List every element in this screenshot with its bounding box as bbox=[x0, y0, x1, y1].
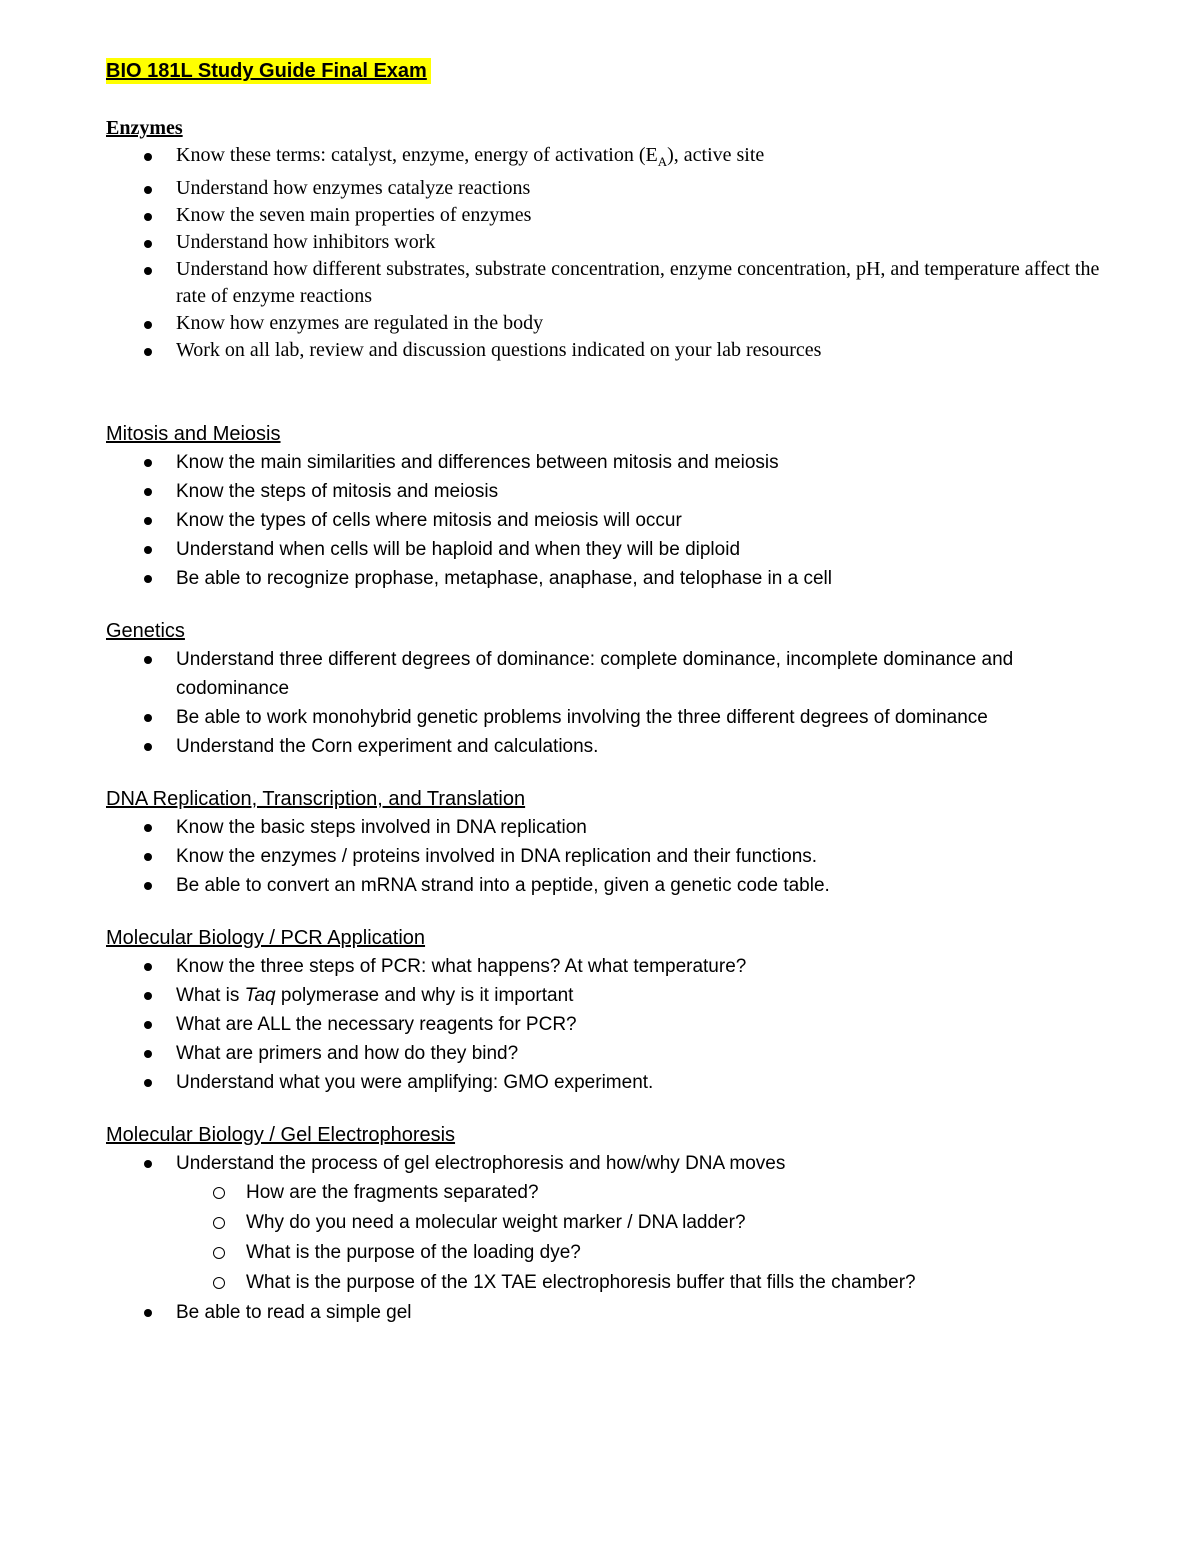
section-pcr bbox=[106, 924, 1106, 1097]
list-item bbox=[106, 448, 1106, 477]
bullet-icon bbox=[144, 882, 152, 890]
item-text: Know the types of cells where mitosis and meiosis will occur bbox=[176, 510, 682, 531]
list-item bbox=[106, 310, 1106, 337]
item-text: Know how enzymes are regulated in the body bbox=[176, 312, 544, 334]
item-text: Understand how different substrates, substrate concentration, enzyme concentration, pH, and temperature affect the rate of enzyme reactions bbox=[176, 258, 1100, 307]
list-item bbox=[106, 842, 1106, 871]
bullet-icon bbox=[144, 1050, 152, 1058]
bullet-icon bbox=[144, 488, 152, 496]
section-heading-genetics: Genetics bbox=[106, 620, 185, 642]
gel-list bbox=[106, 1149, 1106, 1327]
sub-list-item bbox=[176, 1238, 1106, 1268]
item-text: ), active site bbox=[667, 144, 765, 166]
item-text: How are the fragments separated? bbox=[246, 1182, 539, 1203]
item-text: Know the enzymes / proteins involved in DNA replication and their functions. bbox=[176, 846, 818, 867]
bullet-icon bbox=[144, 240, 152, 248]
list-item bbox=[106, 1039, 1106, 1068]
bullet-icon bbox=[144, 824, 152, 832]
circle-bullet-icon bbox=[213, 1187, 225, 1199]
bullet-icon bbox=[144, 1079, 152, 1087]
list-item bbox=[106, 952, 1106, 981]
list-item bbox=[106, 175, 1106, 202]
list-item bbox=[106, 477, 1106, 506]
bullet-icon bbox=[144, 992, 152, 1000]
item-text: What are primers and how do they bind? bbox=[176, 1043, 519, 1064]
bullet-icon bbox=[144, 186, 152, 194]
spacer bbox=[106, 1097, 1106, 1121]
bullet-icon bbox=[144, 546, 152, 554]
sub-list-item bbox=[176, 1268, 1106, 1298]
list-item bbox=[106, 645, 1106, 703]
spacer bbox=[106, 364, 1106, 420]
circle-bullet-icon bbox=[213, 1247, 225, 1259]
document-page bbox=[106, 58, 1106, 1327]
spacer bbox=[106, 900, 1106, 924]
section-gel bbox=[106, 1121, 1106, 1327]
dna-list bbox=[106, 813, 1106, 900]
item-text: What is the purpose of the loading dye? bbox=[246, 1242, 581, 1263]
item-text: Be able to work monohybrid genetic problems involving the three different degrees of dominance bbox=[176, 707, 988, 728]
spacer bbox=[106, 84, 1106, 114]
item-text: Understand what you were amplifying: GMO experiment. bbox=[176, 1072, 654, 1093]
circle-bullet-icon bbox=[213, 1217, 225, 1229]
item-text: Why do you need a molecular weight marker / DNA ladder? bbox=[246, 1212, 746, 1233]
section-mitosis-meiosis bbox=[106, 420, 1106, 593]
spacer bbox=[106, 593, 1106, 617]
genetics-list bbox=[106, 645, 1106, 761]
subscript-text: A bbox=[657, 154, 668, 169]
section-heading-gel: Molecular Biology / Gel Electrophoresis bbox=[106, 1124, 456, 1146]
pcr-list bbox=[106, 952, 1106, 1097]
item-text: Know the three steps of PCR: what happens? At what temperature? bbox=[176, 956, 747, 977]
italic-text: Taq bbox=[244, 985, 276, 1006]
item-text: Be able to convert an mRNA strand into a peptide, given a genetic code table. bbox=[176, 875, 830, 896]
gel-sub-list bbox=[176, 1178, 1106, 1298]
item-text: Understand the process of gel electrophoresis and how/why DNA moves bbox=[176, 1153, 786, 1174]
item-text: polymerase and why is it important bbox=[275, 985, 574, 1006]
bullet-icon bbox=[144, 714, 152, 722]
item-text: What is bbox=[176, 985, 245, 1006]
item-text: Work on all lab, review and discussion questions indicated on your lab resources bbox=[176, 339, 822, 361]
bullet-icon bbox=[144, 348, 152, 356]
bullet-icon bbox=[144, 517, 152, 525]
document-title: BIO 181L Study Guide Final Exam bbox=[106, 58, 431, 84]
list-item bbox=[106, 229, 1106, 256]
list-item bbox=[106, 202, 1106, 229]
section-heading-mitosis: Mitosis and Meiosis bbox=[106, 423, 281, 445]
item-text: Understand how inhibitors work bbox=[176, 231, 436, 253]
list-item bbox=[106, 1010, 1106, 1039]
list-item bbox=[106, 871, 1106, 900]
section-genetics bbox=[106, 617, 1106, 761]
list-item bbox=[106, 813, 1106, 842]
bullet-icon bbox=[144, 1021, 152, 1029]
list-item bbox=[106, 732, 1106, 761]
list-item bbox=[106, 142, 1106, 175]
bullet-icon bbox=[144, 575, 152, 583]
section-dna bbox=[106, 785, 1106, 900]
section-enzymes bbox=[106, 114, 1106, 364]
bullet-icon bbox=[144, 743, 152, 751]
list-item bbox=[106, 1298, 1106, 1327]
item-text: Know these terms: catalyst, enzyme, energy of activation (E bbox=[176, 144, 658, 166]
item-text: Understand the Corn experiment and calculations. bbox=[176, 736, 599, 757]
section-heading-enzymes: Enzymes bbox=[106, 117, 183, 139]
item-text: What are ALL the necessary reagents for PCR? bbox=[176, 1014, 577, 1035]
bullet-icon bbox=[144, 459, 152, 467]
list-item bbox=[106, 703, 1106, 732]
list-item bbox=[106, 256, 1106, 310]
list-item bbox=[106, 1068, 1106, 1097]
list-item bbox=[106, 506, 1106, 535]
enzymes-list bbox=[106, 142, 1106, 364]
list-item bbox=[106, 564, 1106, 593]
item-text: Understand three different degrees of dominance: complete dominance, incomplete dominance and codominance bbox=[176, 649, 1014, 699]
item-text: Know the steps of mitosis and meiosis bbox=[176, 481, 499, 502]
bullet-icon bbox=[144, 1309, 152, 1317]
sub-list-item bbox=[176, 1208, 1106, 1238]
list-item bbox=[106, 535, 1106, 564]
item-text: Understand when cells will be haploid and when they will be diploid bbox=[176, 539, 741, 560]
mitosis-list bbox=[106, 448, 1106, 593]
item-text: Know the main similarities and differences between mitosis and meiosis bbox=[176, 452, 779, 473]
item-text: Know the basic steps involved in DNA replication bbox=[176, 817, 587, 838]
list-item bbox=[106, 1149, 1106, 1298]
item-text: Be able to recognize prophase, metaphase, anaphase, and telophase in a cell bbox=[176, 568, 832, 589]
bullet-icon bbox=[144, 321, 152, 329]
list-item bbox=[106, 981, 1106, 1010]
section-heading-pcr: Molecular Biology / PCR Application bbox=[106, 927, 426, 949]
bullet-icon bbox=[144, 1160, 152, 1168]
bullet-icon bbox=[144, 267, 152, 275]
bullet-icon bbox=[144, 963, 152, 971]
spacer bbox=[106, 761, 1106, 785]
bullet-icon bbox=[144, 853, 152, 861]
list-item bbox=[106, 337, 1106, 364]
item-text: Be able to read a simple gel bbox=[176, 1302, 412, 1323]
bullet-icon bbox=[144, 656, 152, 664]
bullet-icon bbox=[144, 153, 152, 161]
item-text: Know the seven main properties of enzymes bbox=[176, 204, 532, 226]
section-heading-dna: DNA Replication, Transcription, and Translation bbox=[106, 788, 526, 810]
sub-list-item bbox=[176, 1178, 1106, 1208]
item-text: What is the purpose of the 1X TAE electrophoresis buffer that fills the chamber? bbox=[246, 1272, 916, 1293]
circle-bullet-icon bbox=[213, 1277, 225, 1289]
bullet-icon bbox=[144, 213, 152, 221]
item-text: Understand how enzymes catalyze reactions bbox=[176, 177, 531, 199]
